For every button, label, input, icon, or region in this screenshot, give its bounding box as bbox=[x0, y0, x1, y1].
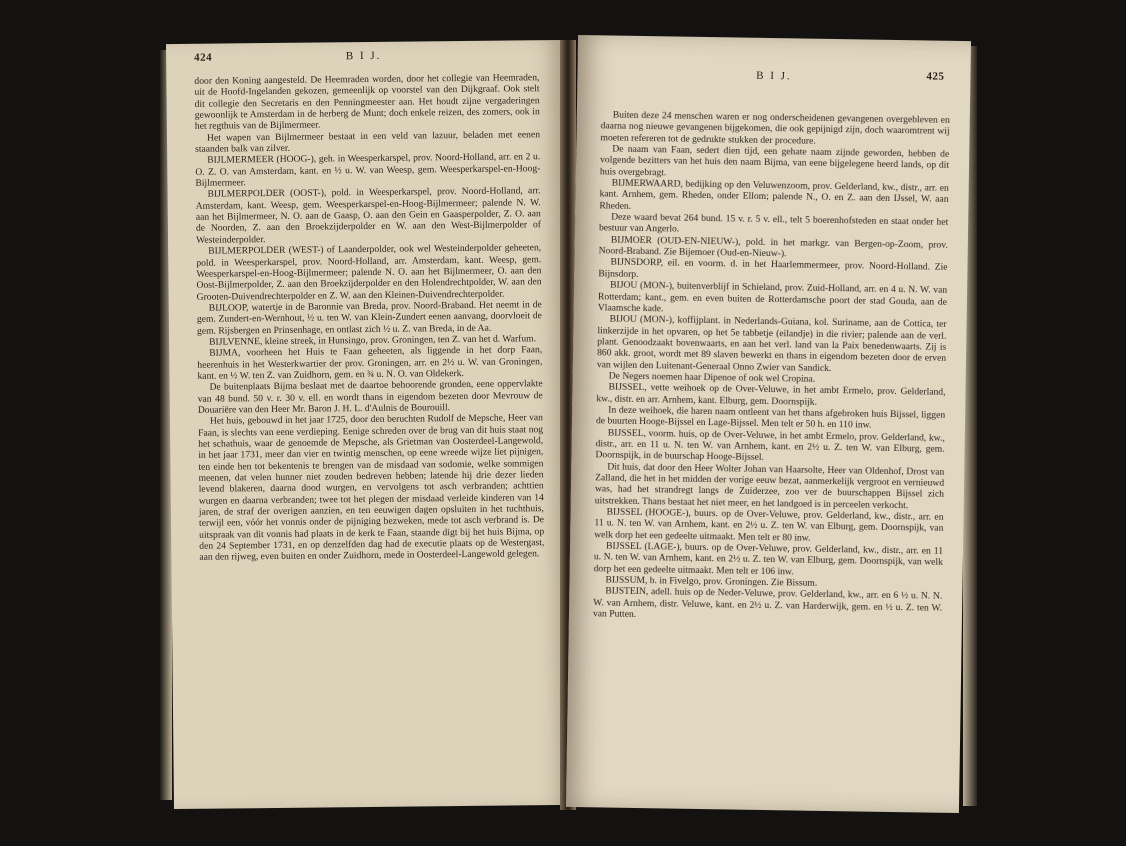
paragraph: BIJLMERMEER (HOOG-), geh. in Weesperkarspel, prov. Noord-Holland, arr. en 2 u. O. Z. O. van Amsterdam, kant. en ½ u. W. van Weesp, gem. Weesperkarspel-en-Hoog-Bijlmermeer. bbox=[195, 151, 541, 189]
paragraph: BIJOU (MON-), koffijplant. in Nederlands-Guiana, kol. Suriname, aan de Cottica, ter linkerzijde in het opvaren, op het 5e tabbetje (eilandje) in die rivier; palende aan de verl. plant. Genoodzaakt bovenwaarts, en aan het verl. land van la Paix benedenwaarts. Zij is 860 akk. groot, wordt met 89 slaven bewerkt en thans in eigendom bezeten door de erven van wijlen den Luitenant-Generaal Onno Zwier van Sandick. bbox=[596, 313, 947, 374]
paragraph: BIJSSEL, vette weihoek op de Over-Veluwe, in het ambt Ermelo, prov. Gelderland, kw., distr. en arr. Arnhem, kant. Elburg, gem. Doornspijk. bbox=[596, 381, 946, 408]
paragraph: Het wapen van Bijlmermeer bestaat in een veld van lazuur, beladen met eenen staanden balk van zilver. bbox=[195, 128, 541, 155]
right-running-head: B I J. bbox=[756, 69, 792, 83]
left-page-number: 424 bbox=[194, 51, 213, 64]
paragraph: door den Koning aangesteld. De Heemraden worden, door het collegie van Heemraden, uit de Hoofd-Ingelanden gekozen, gemeenlijk op voorstel van den Dijkgraaf. Ook stelt dit collegie den Secretaris en den Penningmeester aan. Het houdt zijne vergaderingen gewoonlijk te Amsterdam in de herberg de Munt; doch enkele reizen, des zomers, ook in het regthuis van de Bijlmermeer. bbox=[194, 72, 540, 133]
paragraph: BIJLMERPOLDER (WEST-) of Laanderpolder, ook wel Westeinderpolder geheeten, pold. in Weesperkarspel, prov. Noord-Holland, arr. Amsterdam, kant. Weesp, gem. Weesperkarspel-en-Hoog-Bijlmermeer; palende N. O. aan het Bijlmermeer, O. aan den Oost-Bijlmerpolder, Z. aan den Broekzijderpolder en den Holendrechtpolder, W. aan den Grooten-Duivendrechterpolder en Z. W. aan den Kleinen-Duivendrechterpolder. bbox=[196, 242, 542, 303]
right-page bbox=[566, 35, 971, 813]
left-page-header bbox=[166, 40, 561, 70]
left-page-text bbox=[166, 66, 566, 564]
right-page-text bbox=[569, 61, 971, 626]
paragraph: Buiten deze 24 menschen waren er nog onderscheidenen gevangenen overgebleven en daarna nog nieuwe gevangenen bijgekomen, die ook gepijnigd zijn, doch waaromtrent wij moeten refereren tot de gedrukte stukken der procedure. bbox=[600, 109, 950, 147]
paragraph: Deze waard bevat 264 bund. 15 v. r. 5 v. ell., telt 5 boerenhofsteden en staat onder het bestuur van Angerlo. bbox=[598, 211, 949, 236]
left-page bbox=[166, 40, 569, 809]
paragraph: BIJSSEL (LAGE-), buurs. op de Over-Veluwe, prov. Gelderland, kw., distr., arr. en 11 u. N. ten W. van Arnhem, kant. en 2½ u. Z. ten W. van Elburg, gem. Doornspijk, van welk dorp het een gedeelte uitmaakt. Men telt er 106 inw. bbox=[593, 540, 944, 578]
paragraph: BIJLMERPOLDER (OOST-), pold. in Weesperkarspel, prov. Noord-Holland, arr. Amsterdam, kant. Weesp, gem. Weesperkarspel-en-Hoog-Bijlmermeer; palende N. W. aan het Bijlmermeer, N. O. aan de Gaasp, O. aan den Gein en Gaasperpolder, Z. O. aan de Noorden, Z. aan den Broekzijderpolder en W. aan den West-Bijlmerpolder of Westeinderpolder. bbox=[195, 185, 541, 246]
paragraph: BIJSTEIN, adell. huis op de Neder-Veluwe, prov. Gelderland, kw., arr. en 6 ½ u. N. N. W. van Arnhem, distr. Veluwe, kant. en 2½ u. Z. van Harderwijk, gem. en ½ u. Z. ten W. van Putten. bbox=[592, 585, 943, 621]
paragraph: BIJSSEL (HOOGE-), buurs. op de Over-Veluwe, prov. Gelderland, kw., distr., arr. en 11 u. N. ten W. van Arnhem, kant. en 2½ u. Z. ten W. van Elburg, gem. Doornspijk, van welk dorp het een gedeelte uitmaakt. Men telt er 80 inw. bbox=[594, 506, 944, 544]
paragraph: BIJSSUM, b. in Fivelgo, prov. Groningen. Zie Bissum. bbox=[605, 574, 818, 589]
paragraph: In deze weihoek, die haren naam ontleent van het thans afgebroken huis Bijssel, liggen de buurten Hooge-Bijssel en Lage-Bijssel. Men telt er 50 h. en 110 inw. bbox=[595, 404, 946, 431]
paragraph: De buitenplaats Bijma beslaat met de daartoe behoorende gronden, eene oppervlakte van 48 bund. 50 v. r. 30 v. ell. en wordt thans in eigendom bezeten door Mevrouw de Douariëre van den Heer Mr. Baron J. H. L. d'Aulnis de Bourouill. bbox=[197, 378, 543, 416]
left-running-head: B I J. bbox=[345, 49, 382, 63]
paragraph: BIJLOOP, watertje in de Baronnie van Breda, prov. Noord-Braband. Het neemt in de gem. Zundert-en-Wernhout, ½ u. ten W. van Klein-Zundert eenen aanvang, doorvloeit de gem. Rijsbergen en Prinsenhage, en ontlast zich ½ u. Z. van Breda, in de Aa. bbox=[196, 299, 542, 337]
paragraph: BIJSSEL, voorm. huis, op de Over-Veluwe, in het ambt Ermelo, prov. Gelderland, kw., distr., arr. en 11 u. N. ten W. van Arnhem, kant. en 2½ u. Z. ten W. van Elburg, gem. Doornspijk, in de buurschap Hooge-Bijssel. bbox=[595, 427, 945, 464]
paragraph: Het huis, gebouwd in het jaar 1725, door den beruchten Rudolf de Mepsche, Heer van Faan, is slechts van eene verdieping. Eenige schreden over de brug van dit huis staat nog het schathuis, waar de genoemde de Mepsche, als Grietman van Oosterdeel-Langewold, in het jaar 1731, meer dan vier en twintig menschen, op eene wreede wijze liet pijnigen, ten einde hen tot bekentenis te brengen van de misdaad van sodomie, welke sommigen meenen, dat velen hunner niet zouden bedreven hebben; latende hij drie dezer lieden levend blakeren, daarna dood wurgen, en vervolgens tot asch verbranden; achttien wurgen en daarna verbranden; twee tot het plegen der misdaad verleide kinderen van 14 jaren, de straf der overigen aanzien, en ten eeuwigen dagen opsluiten in het tuchthuis, terwijl een, vóór het vonnis onder de pijniging bezweken, mede tot asch verbrand is. De uitspraak van dit vonnis had plaats in de kerk te Faan, staande digt bij het huis Bijma, op den 24 September 1731, en op denzelfden dag had de executie plaats op de Westergast, aan den rijweg, even buiten en onder Zuidhorn, mede in Oosterdeel-Langewold gelegen. bbox=[198, 412, 545, 564]
paragraph: BIJMERWAARD, bedijking op den Veluwenzoom, prov. Gelderland, kw., distr., arr. en kant. Arnhem, gem. Rheden, onder Ellom; palende N., O. en Z. aan den IJssel, W. aan Rheden. bbox=[599, 177, 949, 212]
right-page-number: 425 bbox=[926, 70, 945, 83]
paragraph: BIJLVENNE, kleine streek, in Hunsingo, prov. Groningen, ten Z. van het d. Warfum. bbox=[209, 333, 537, 348]
paragraph: De Negers noemen haar Dipenoe of ook wel Cropina. bbox=[608, 370, 816, 385]
paragraph: Dit huis, dat door den Heer Wolter Johan van Haarsolte, Heer van Oldenhof, Drost van Zalland, die het in het midden der vorige eeuw bezat, aanmerkelijk vergroot en vernieuwd was, had het strandregt langs de Zuiderzee, zoo ver de buurschappen Bijssel zich uitstrekken. Thans bestaat het niet meer, en het landgoed is in perceelen verkocht. bbox=[594, 461, 945, 511]
paragraph: BIJNSDORP, eil. en voorm. d. in het Haarlemmermeer, prov. Noord-Holland. Zie Bijnsdorp. bbox=[598, 256, 948, 280]
paragraph: BIJMOER (OUD-EN-NIEUW-), pold. in het markgr. van Bergen-op-Zoom, prov. Noord-Braband. Zie Bijemoer (Oud-en-Nieuw-). bbox=[598, 234, 948, 260]
paragraph: BIJOU (MON-), buitenverblijf in Schieland, prov. Zuid-Holland, arr. en 4 u. N. W. van Rotterdam; kant., gem. en even buiten de Rotterdamsche poort der stad Gouda, aan de Vlaamsche kade. bbox=[597, 279, 948, 315]
paragraph: De naam van Faan, sedert dien tijd, een gehate naam zijnde geworden, hebben de volgende bezitters van het huis den naam Bijma, van eene bijgelegene heerd lands, op dit huis overgebragt. bbox=[599, 143, 950, 179]
paragraph: BIJMA, voorheen het Huis te Faan geheeten, als liggende in het dorp Faan, heerenhuis in het Westerkwartier der prov. Groningen, arr. en 2½ u. W. van Groningen, kant. en ½ W. ten Z. van Zuidhorn, gem. en ¾ u. N. O. van Oldekerk. bbox=[197, 344, 543, 382]
